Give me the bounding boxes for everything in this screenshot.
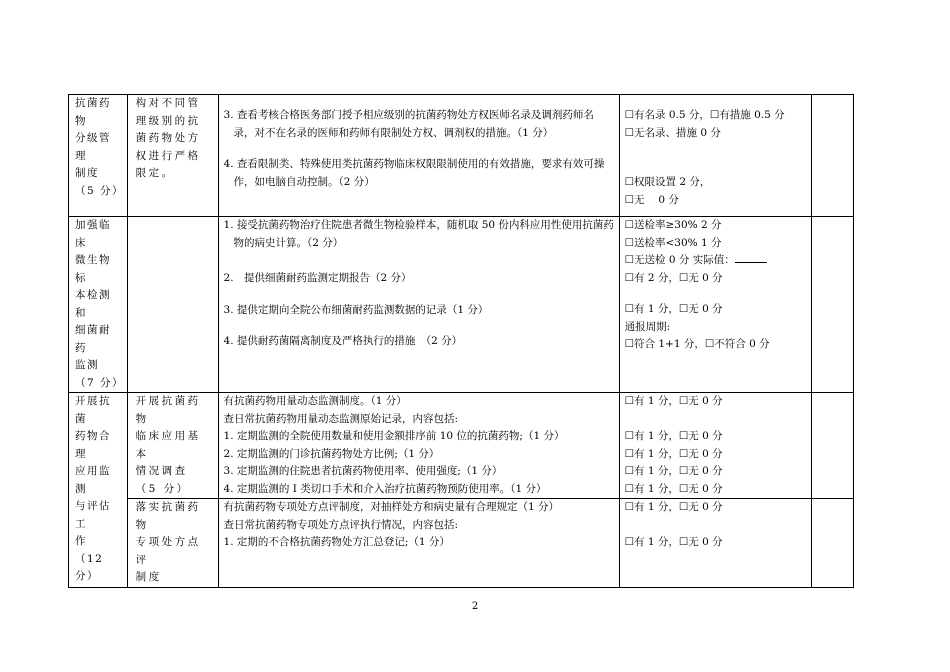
item-text: 3. 定期监测的住院患者抗菌药物使用率、使用强度;（1 分） [223,465,503,477]
item-text: 1. 接受抗菌药物治疗住院患者微生物检验样本，随机取 50 份内科应用性使用抗菌药物的病史计算。（2 分） [223,219,614,249]
score-text: ☐送检率≥30% 2 分 [624,219,722,231]
category-line: 微生物标 [75,254,111,284]
page-number: 2 [471,601,479,612]
score-text: ☐无送检 0 分 实际值： [625,252,807,270]
category-line: （7 分） [75,376,125,389]
item-text: 3. 提供定期向全院公布细菌耐药监测数据的记录（1 分） [223,303,489,316]
category-line: 抗菌药物 [75,97,111,127]
table-row [69,499,854,588]
category-line: 加强临床 [75,219,111,249]
score-cell [619,95,811,217]
score-text: ☐有 1 分，☐无 0 分 [624,447,723,460]
score-text: ☐权限设置 2 分， [624,176,711,188]
score-text: ☐有 1 分，☐无 0 分 [624,536,723,548]
evaluation-table [68,94,854,588]
score-text: ☐有 1 分，☐无 0 分 [624,395,723,407]
score-cell [619,217,811,393]
subcategory-text: 构对不同管理级别的抗菌药物处方权进行严格限定。 [135,97,201,179]
category-line: （12 分） [75,552,104,582]
item-text: 4. 查看限制类、特殊使用类抗菌药物临床权限限制使用的有效措施，要求有效可操作，如电脑自动控制。（2 分） [223,158,605,188]
item-text: 4. 提供耐药菌隔离制度及严格执行的措施 （2 分） [223,335,463,347]
subcategory-line: 制度 [135,571,162,583]
category-line: 开展抗菌 [75,395,111,425]
score-text: ☐符合 1+1 分，☐不符合 0 分 [624,338,770,350]
score-text: ☐有 1 分，☐无 0 分 [624,501,723,513]
subcategory-line: 情况调查 [135,465,188,477]
item-text: 有抗菌药物专项处方点评制度，对抽样处方和病史量有合理规定（1 分） [223,501,560,513]
subcategory-line: 临床应用基本 [135,430,201,460]
item-text: 1. 定期的不合格抗菌药物处方汇总登记;（1 分） [223,536,450,548]
item-text: 2. 提供细菌耐药监测定期报告（2 分） [223,272,412,284]
subcategory-cell [127,393,218,499]
score-text: ☐有 2 分，☐无 0 分 [624,271,723,284]
item-text: 4. 定期监测的 I 类切口手术和介入治疗抗菌药物预防使用率。（1 分） [223,482,547,495]
score-text: 通报周期: [624,320,671,333]
score-text: ☐无名录、措施 0 分 [624,126,721,139]
remark-cell [811,217,853,393]
category-line: 分级管理 [75,132,111,162]
subcategory-cell [127,499,218,588]
score-cell [619,499,811,588]
score-text: ☐有 1 分，☐无 0 分 [624,465,723,477]
subcategory-cell [127,217,218,393]
table-row [69,217,854,393]
remark-cell [811,499,853,588]
category-line: 作 [75,535,87,547]
subcategory-line: 开展抗菌药物 [135,395,201,425]
score-cell [619,393,811,499]
score-text: ☐有名录 0.5 分，☐有措施 0.5 分 [624,109,785,121]
table-row [69,95,854,217]
item-text: 查日常抗菌药物专项处方点评执行情况，内容包括: [223,518,459,531]
category-line: 监测 [75,359,99,371]
category-line: 本检测和 [75,289,111,319]
category-line: 与评估工 [75,500,111,530]
category-line: （5 分） [75,184,125,197]
item-text: 查日常抗菌药物用量动态监测原始记录，内容包括: [223,412,459,425]
score-text: ☐送检率<30% 1 分 [624,236,722,249]
item-text: 1. 定期监测的全院使用数量和使用金额排序前 10 位的抗菌药物;（1 分） [223,430,565,442]
item-text: 2. 定期监测的门诊抗菌药物处方比例;（1 分） [223,447,440,460]
score-text: ☐有 1 分，☐无 0 分 [624,303,723,315]
category-cell [69,393,128,588]
item-cell [218,95,619,217]
category-cell [69,95,128,217]
category-line: 应用监测 [75,465,111,495]
blank-line [735,252,767,263]
score-text: ☐有 1 分，☐无 0 分 [624,430,723,442]
category-line: 制度 [75,167,99,179]
category-line: 细菌耐药 [75,324,111,354]
item-cell [218,217,619,393]
item-text: 3. 查看考核合格医务部门授予相应级别的抗菌药物处方权医师名录及调剂药师名录，对不在名录的医师和药师有限制处方权、调剂权的措施。（1 分） [223,109,594,139]
category-cell [69,217,128,393]
item-cell [218,499,619,588]
item-cell [218,393,619,499]
category-line: 药物合理 [75,430,111,460]
subcategory-cell [127,95,218,217]
score-text: ☐有 1 分，☐无 0 分 [624,482,723,495]
subcategory-line: （5 分） [135,482,190,495]
item-text: 有抗菌药物用量动态监测制度。（1 分） [223,395,407,407]
remark-cell [811,95,853,217]
score-text: ☐无 0 分 [624,193,679,206]
remark-cell [811,393,853,499]
subcategory-line: 落实抗菌药物 [135,501,201,531]
subcategory-line: 专项处方点评 [135,536,201,566]
table-row [69,393,854,499]
